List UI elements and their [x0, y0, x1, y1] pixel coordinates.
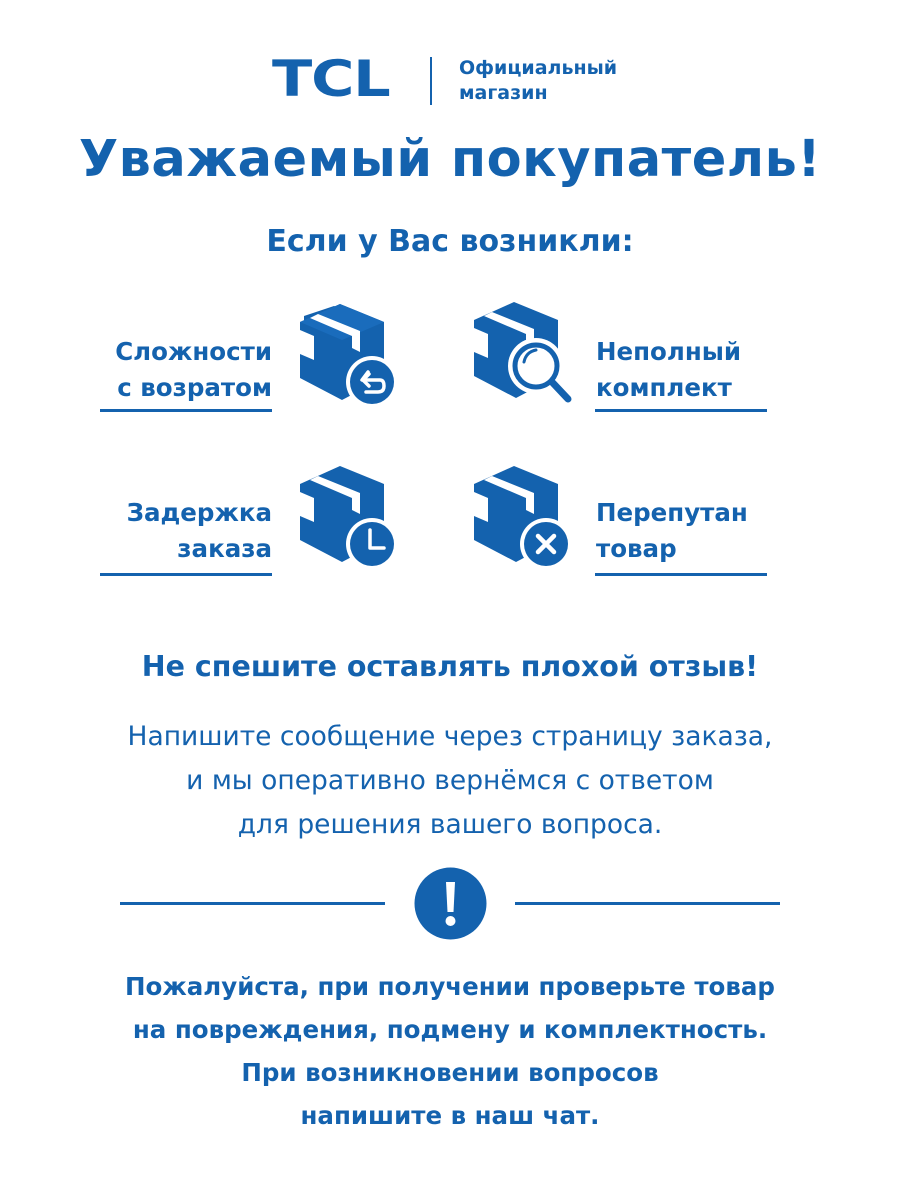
issue-delay-line1: Задержка [126, 498, 272, 527]
message-line2: и мы оперативно вернёмся с ответом [186, 765, 714, 796]
box-clock-icon [290, 462, 405, 577]
message-line1: Напишите сообщение через страницу заказа, [127, 721, 773, 752]
issue-wrong-item-underline [595, 573, 767, 576]
logo-subtitle [459, 56, 617, 106]
divider-left [120, 902, 385, 905]
tcl-logo: TCL [272, 50, 390, 108]
page-title: Уважаемый покупатель! [78, 130, 822, 189]
issue-incomplete-line2: комплект [596, 373, 732, 402]
issue-incomplete-label [596, 334, 786, 406]
logo-divider [430, 57, 432, 105]
issue-incomplete-underline [595, 409, 767, 412]
issue-return-line2: с возратом [117, 373, 272, 402]
warning-heading: Не спешите оставлять плохой отзыв! [141, 650, 759, 683]
issue-delay-line2: заказа [177, 534, 272, 563]
issue-wrong-item-line1: Перепутан [596, 498, 748, 527]
issue-delay-underline [100, 573, 272, 576]
footer-line2: на повреждения, подмену и комплектность. [132, 1015, 768, 1044]
box-cross-icon [466, 462, 581, 577]
box-return-icon [290, 300, 405, 415]
issue-return-line1: Сложности [115, 337, 272, 366]
message-text [0, 715, 900, 847]
issue-return-label [82, 334, 272, 406]
issue-wrong-item-label [596, 495, 786, 567]
logo-subtitle-line1: Официальный [459, 57, 618, 79]
exclamation-icon [414, 867, 487, 940]
page-subtitle: Если у Вас возникли: [266, 224, 634, 259]
issue-incomplete-line1: Неполный [596, 337, 742, 366]
issue-delay-label [82, 495, 272, 567]
footer-line1: Пожалуйста, при получении проверьте товар [125, 972, 775, 1001]
issue-return-underline [100, 409, 272, 412]
logo-subtitle-line2: магазин [459, 82, 548, 104]
message-line3: для решения вашего вопроса. [237, 809, 663, 840]
divider-right [515, 902, 780, 905]
footer-text [0, 965, 900, 1137]
box-search-icon [466, 298, 581, 413]
footer-line4: напишите в наш чат. [300, 1101, 600, 1130]
issue-wrong-item-line2: товар [596, 534, 677, 563]
footer-line3: При возникновении вопросов [241, 1058, 659, 1087]
